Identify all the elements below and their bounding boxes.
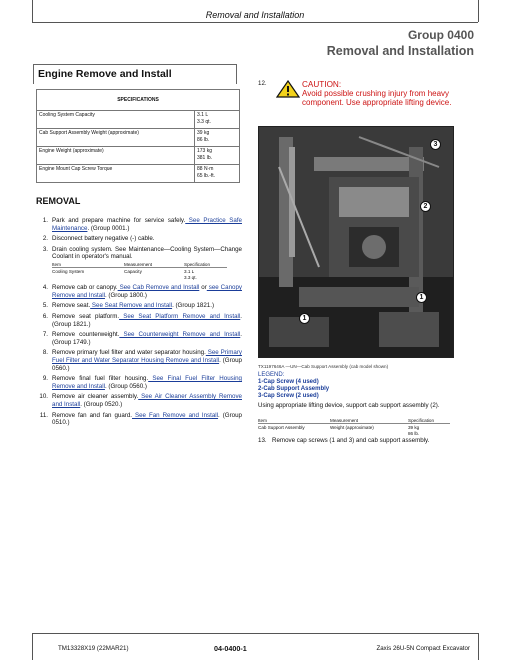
seat-platform-link[interactable]: See Seat Platform Remove and Install <box>119 312 241 320</box>
spec-label: Cooling System Capacity <box>37 111 195 129</box>
primary-fuel-filter-link[interactable]: See Primary Fuel Filter and Water Separator Housing Remove and Install <box>52 349 242 364</box>
list-item: 4. Remove cab or canopy. See Cab Remove and Install or see Canopy Remove and Install. (Group 1800.) <box>42 284 242 299</box>
step-12 <box>258 80 458 107</box>
header-rule <box>32 22 478 23</box>
section-title: Engine Remove and Install <box>38 68 172 80</box>
removal-steps-list <box>36 217 242 430</box>
list-item: 9. Remove final fuel filter housing. See Final Fuel Filter Housing Remove and Install. (Group 0560.) <box>42 375 243 390</box>
group-subtitle: Removal and Installation <box>326 44 474 58</box>
table-row <box>37 165 240 183</box>
seat-remove-install-link[interactable]: See Seat Remove and Install <box>90 302 173 310</box>
list-item: 7. Remove counterweight. See Counterweight Remove and Install. (Group 1749.) <box>42 331 242 346</box>
group-number: Group 0400 <box>407 28 474 42</box>
caution-warning-icon <box>276 80 300 98</box>
caution-text: Avoid possible crushing injury from heavy component. Use appropriate lifting device. <box>302 89 452 107</box>
step-text: Remove cap screws (1 and 3) and cab support assembly. <box>272 437 430 444</box>
section-title-box <box>33 64 237 84</box>
callout-3: 3 <box>430 139 441 150</box>
list-item: 8. Remove primary fuel filter and water separator housing. See Primary Fuel Filter and Water Separator Housing Remove and Install. (Group 0560.) <box>42 349 242 372</box>
footer-page-number: 04-0400-1 <box>214 644 247 653</box>
callout-1-right: 1 <box>416 292 427 303</box>
cab-remove-install-link[interactable]: See Cab Remove and Install <box>117 284 200 292</box>
list-item: 10. Remove air cleaner assembly. See Air Cleaner Assembly Remove and Install. (Group 0520.) <box>39 393 242 408</box>
list-item: 6. Remove seat platform. See Seat Platform Remove and Install. (Group 1821.) <box>42 312 242 328</box>
caution-block <box>302 80 458 107</box>
spec-label: Cab Support Assembly Weight (approximate) <box>37 129 195 147</box>
legend <box>258 372 458 400</box>
footer-rule <box>32 633 478 634</box>
list-item: 5. Remove seat. See Seat Remove and Install. (Group 1821.) <box>42 302 215 310</box>
left-footer-line <box>32 633 33 660</box>
footer-model-name: Zaxis 26U-5N Compact Excavator <box>376 645 470 652</box>
legend-item: 3-Cap Screw (2 used) <box>258 393 319 399</box>
list-item: 3. Drain cooling system. See Maintenance—Cooling System—Change Coolant in operator's manual. <box>42 245 242 261</box>
removal-heading: REMOVAL <box>36 196 81 206</box>
fan-remove-install-link[interactable]: See Fan Remove and Install <box>132 411 219 419</box>
group-title-block <box>327 28 474 59</box>
right-footer-line <box>478 633 479 660</box>
step-13 <box>258 437 458 445</box>
list-item: 11. Remove fan and fan guard. See Fan Remove and Install. (Group 0510.) <box>39 411 242 427</box>
table-row <box>37 147 240 165</box>
table-row <box>37 111 240 129</box>
legend-item: 2-Cab Support Assembly <box>258 386 330 392</box>
cab-support-assembly-photo <box>258 126 454 358</box>
legend-item: 1-Cap Screw (4 used) <box>258 379 319 385</box>
running-title: Removal and Installation <box>205 10 305 20</box>
specifications-heading: SPECIFICATIONS <box>37 90 240 111</box>
counterweight-link[interactable]: See Counterweight Remove and Install <box>119 331 241 339</box>
footer-doc-id: TM13328X19 (22MAR21) <box>58 645 129 652</box>
list-item: 2. Disconnect battery negative (-) cable. <box>42 235 155 243</box>
spec-label: Engine Mount Cap Screw Torque <box>37 165 195 183</box>
coolant-capacity-table: Item Measurement Specification Cooling System Capacity 3.1 L 3.3 qt. <box>52 262 227 280</box>
specifications-table <box>36 89 240 183</box>
callout-1-left: 1 <box>299 313 310 324</box>
legend-title: LEGEND: <box>258 372 285 378</box>
spec-label: Engine Weight (approximate) <box>37 147 195 165</box>
spec-value: 88 N·m 65 lb.-ft. <box>195 165 240 183</box>
air-cleaner-link[interactable]: See Air Cleaner Assembly Remove and Install <box>52 393 242 408</box>
step-number: 13. <box>258 437 267 444</box>
list-item: 1. Park and prepare machine for service safely. See Practice Safe Maintenance. (Group 0001.) <box>42 217 242 232</box>
final-fuel-filter-link[interactable]: See Final Fuel Filter Housing Remove and Install <box>52 375 243 390</box>
figure-caption: TX1197646A —UN—Cab Support Assembly (cab model shown) <box>258 364 389 369</box>
practice-safe-maintenance-link[interactable]: See Practice Safe Maintenance <box>52 217 242 232</box>
cab-support-weight-table: Item Measurement Specification Cab Support Assembly Weight (approximate) 39 kg 86 lb. <box>258 418 450 436</box>
spec-value: 173 kg 381 lb. <box>195 147 240 165</box>
lifting-instruction: Using appropriate lifting device, support cab support assembly (2). <box>258 402 440 409</box>
step-number: 12. <box>258 80 267 87</box>
caution-label: CAUTION: <box>302 80 342 89</box>
canopy-remove-install-link[interactable]: see Canopy Remove and Install <box>52 284 242 299</box>
engine-compartment-illustration <box>259 127 454 358</box>
callout-2: 2 <box>420 201 431 212</box>
spec-value: 3.1 L 3.3 qt. <box>195 111 240 129</box>
table-row <box>37 129 240 147</box>
spec-value: 39 kg 86 lb. <box>195 129 240 147</box>
